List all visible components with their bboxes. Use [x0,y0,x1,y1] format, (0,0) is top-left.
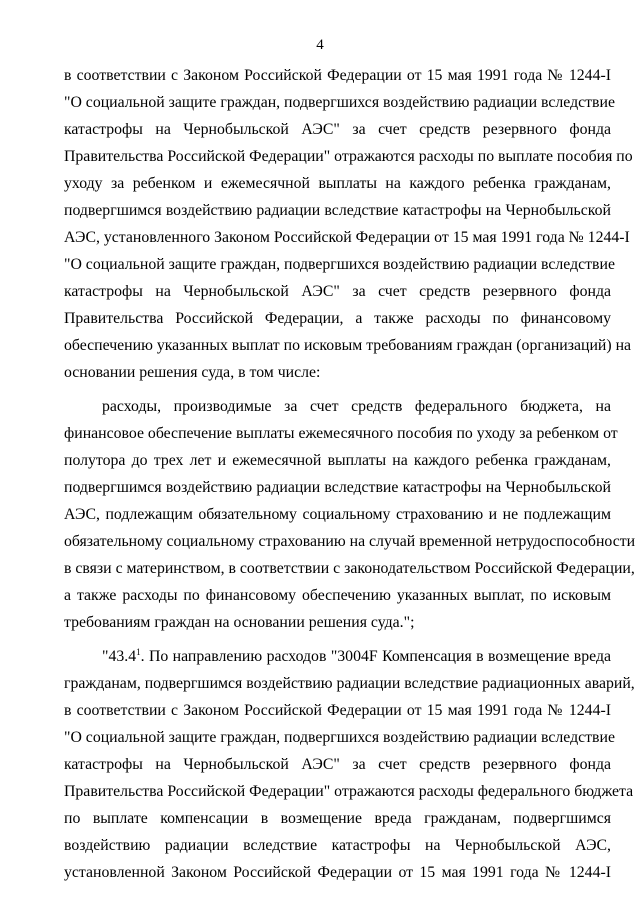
text-line: в соответствии с Законом Российской Федерации от 15 мая 1991 года № 1244-I [64,702,611,719]
text-line: подвергшимся воздействию радиации вследствие катастрофы на Чернобыльской [64,202,611,219]
paragraph-gap [64,636,611,643]
page-number: 4 [316,37,324,53]
text-line: подвергшимся воздействию радиации вследствие катастрофы на Чернобыльской [64,479,611,496]
text-line: воздействию радиации вследствие катастрофы на Чернобыльской АЭС, [64,837,611,854]
text-line: уходу за ребенком и ежемесячной выплаты на каждого ребенка гражданам, [64,175,611,192]
text-line: установленной Законом Российской Федерации от 15 мая 1991 года № 1244-I [64,864,611,881]
text-line: расходы, производимые за счет средств федерального бюджета, на [102,398,611,415]
text-line: обеспечению указанных выплат по исковым требованиям граждан (организаций) на [64,337,632,354]
text-line: "О социальной защите граждан, подвергшихся воздействию радиации вследствие [64,256,615,273]
section-number: "43.4 [102,648,137,665]
text-line: "О социальной защите граждан, подвергшихся воздействию радиации вследствие [64,94,615,111]
paragraph-gap [64,386,611,393]
text-line: по выплате компенсации в возмещение вреда гражданам, подвергшимся [64,810,611,827]
text-line: в соответствии с Законом Российской Федерации от 15 мая 1991 года № 1244-I [64,67,611,84]
text-line-rest: . По направлению расходов "3004F Компенсация в возмещение вреда [140,648,611,665]
text-line: финансовое обеспечение выплаты ежемесячного пособия по уходу за ребенком от [64,425,618,442]
text-line: "О социальной защите граждан, подвергшихся воздействию радиации вследствие [64,729,615,746]
text-line: катастрофы на Чернобыльской АЭС" за счет средств резервного фонда [64,283,611,300]
text-line: катастрофы на Чернобыльской АЭС" за счет средств резервного фонда [64,121,611,138]
text-line: в связи с материнством, в соответствии с законодательством Российской Федерации, [64,560,635,577]
text-line: Правительства Российской Федерации" отражаются расходы по выплате пособия по [64,148,633,165]
text-line: обязательному социальному страхованию на случай временной нетрудоспособности [64,533,636,550]
document-body [64,62,636,886]
text-line: гражданам, подвергшимся воздействию радиации вследствие радиационных аварий, [64,675,635,692]
text-line: Правительства Российской Федерации" отражаются расходы федерального бюджета [64,783,634,800]
text-line: полутора до трех лет и ежемесячной выплаты на каждого ребенка гражданам, [64,452,611,469]
text-line: основании решения суда, в том числе: [64,364,321,381]
text-line: катастрофы на Чернобыльской АЭС" за счет средств резервного фонда [64,756,611,773]
text-line: требованиям граждан на основании решения суда."; [64,614,415,631]
text-line: а также расходы по финансовому обеспечению указанных выплат, по исковым [64,587,611,604]
text-line: АЭС, подлежащим обязательному социальному страхованию и не подлежащим [64,506,611,523]
text-line [64,643,611,670]
section-superscript: 1 [136,647,141,657]
text-line: Правительства Российской Федерации, а также расходы по финансовому [64,310,611,327]
text-line: АЭС, установленного Законом Российской Федерации от 15 мая 1991 года № 1244-I [64,229,630,246]
